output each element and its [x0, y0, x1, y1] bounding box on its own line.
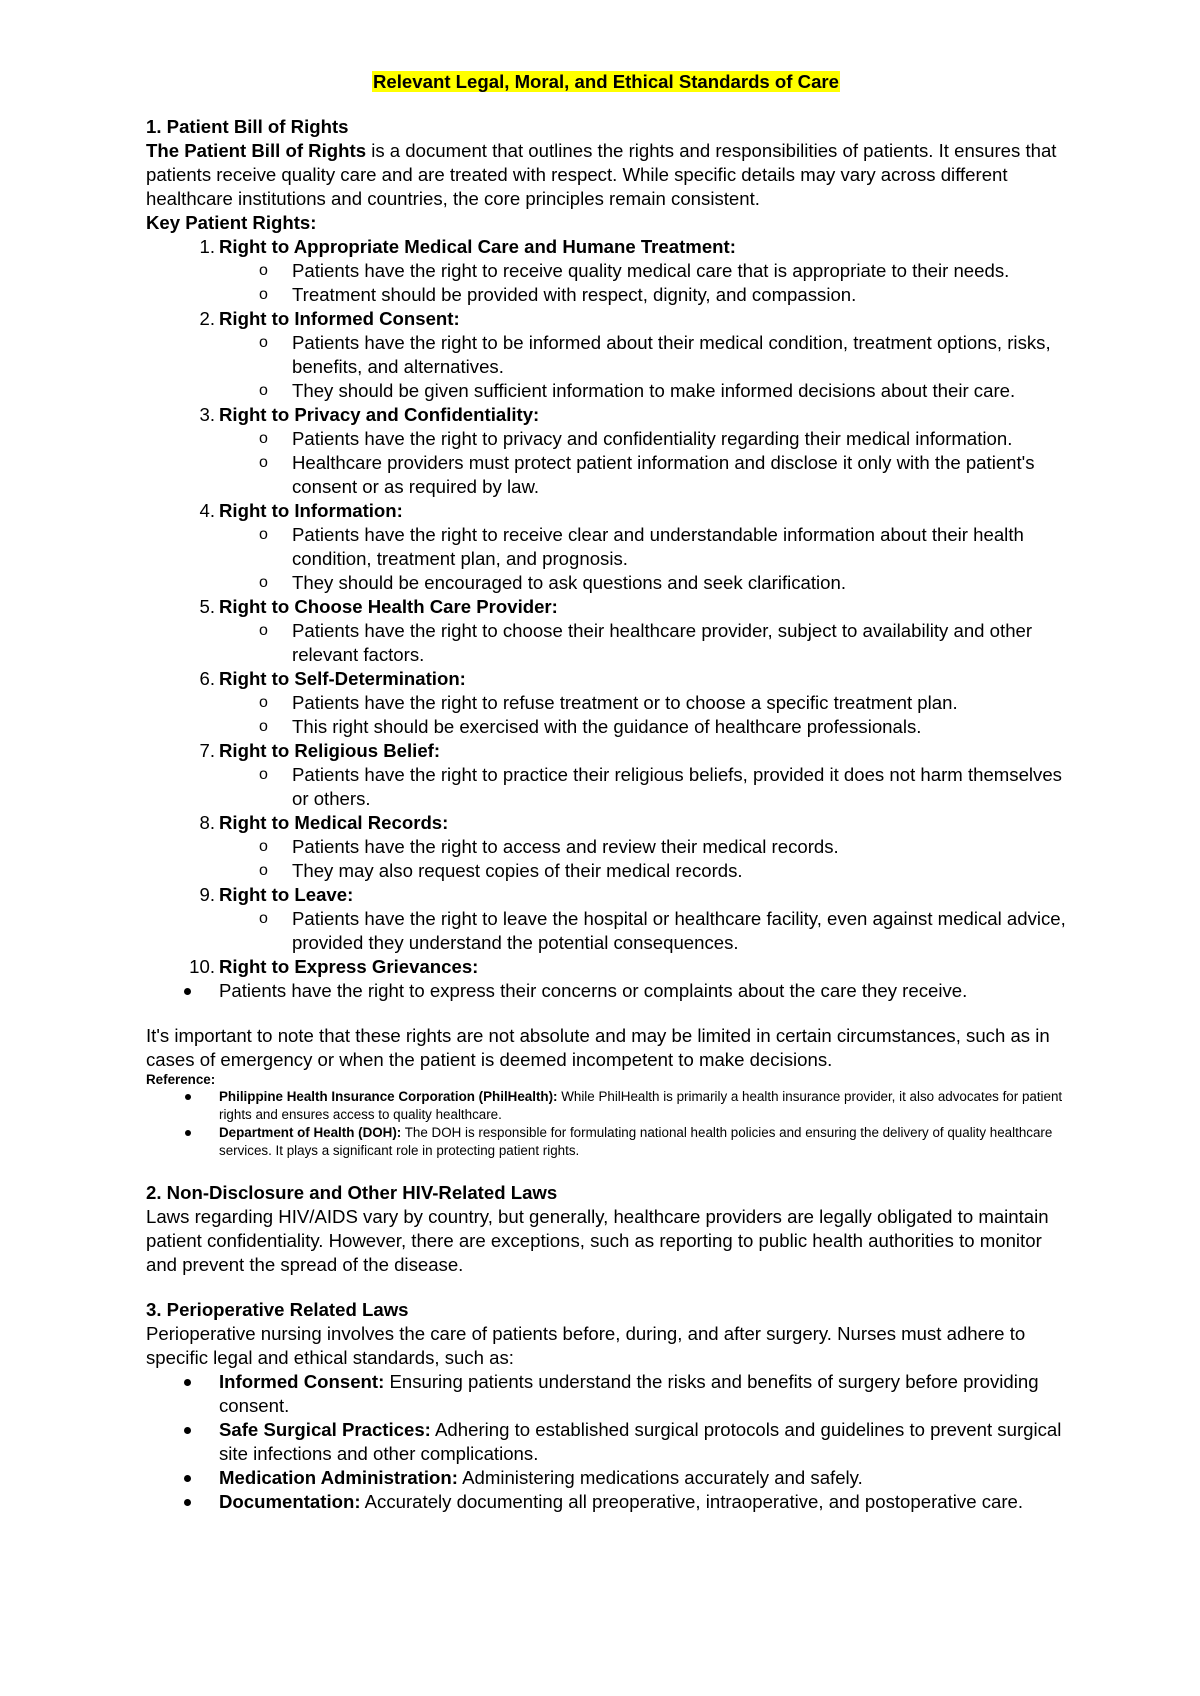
right-item: [146, 811, 1066, 883]
right-subpoint: [219, 619, 1066, 667]
right-subpoint-text: Patients have the right to choose their healthcare provider, subject to availability and other relevant factors.: [292, 620, 1033, 665]
perioperative-item: [146, 1370, 1066, 1418]
perioperative-item-label: Informed Consent:: [219, 1371, 385, 1392]
reference-text: While PhilHealth is primarily a health insurance provider, it also advocates for patient rights and ensures access to quality healthcare.: [219, 1089, 1063, 1122]
reference-label: Reference:: [146, 1072, 216, 1087]
sub-bullet-marker: o: [259, 910, 268, 927]
right-item: [146, 499, 1066, 595]
right-number: 6.: [199, 668, 215, 689]
reference-name: Philippine Health Insurance Corporation (PhilHealth):: [219, 1089, 558, 1104]
right-subpoints: [219, 523, 1066, 595]
references: [146, 1072, 1066, 1160]
right-subpoint-text: They should be given sufficient information to make informed decisions about their care.: [292, 380, 1016, 401]
right-item: [146, 235, 1066, 307]
right-item: [146, 667, 1066, 739]
right-title: Right to Choose Health Care Provider:: [219, 596, 558, 617]
right-subpoint-text: Patients have the right to privacy and confidentiality regarding their medical information.: [292, 428, 1013, 449]
perioperative-item: [146, 1418, 1066, 1466]
right-title: Right to Religious Belief:: [219, 740, 441, 761]
right-subpoint: [219, 427, 1066, 451]
right-subpoint: [219, 523, 1066, 571]
sub-bullet-marker: o: [259, 694, 268, 711]
bullet-dot: [185, 1130, 191, 1136]
right-title: Right to Express Grievances:: [219, 956, 479, 977]
sub-bullet-marker: o: [259, 574, 268, 591]
title-wrap: [146, 70, 1066, 94]
perioperative-item: [146, 1466, 1066, 1490]
section3-heading: 3. Perioperative Related Laws: [146, 1299, 409, 1320]
right-subpoint-text: They may also request copies of their medical records.: [292, 860, 743, 881]
right-subpoint: [219, 451, 1066, 499]
bullet-dot: [184, 1427, 191, 1434]
right-subpoint-text: Patients have the right to access and review their medical records.: [292, 836, 839, 857]
right-subpoints: [219, 427, 1066, 499]
perioperative-item-label: Documentation:: [219, 1491, 361, 1512]
right-title: Right to Medical Records:: [219, 812, 449, 833]
right-item: [146, 955, 1066, 979]
right-subpoint-text: Patients have the right to receive clear and understandable information about their health condition, treatment plan, and prognosis.: [292, 524, 1024, 569]
grievance-bullets: [146, 979, 1066, 1003]
spacer: [146, 1160, 1066, 1181]
bullet-dot: [185, 1094, 191, 1100]
sub-bullet-marker: o: [259, 838, 268, 855]
right-item: [146, 883, 1066, 955]
right-subpoint-text: Patients have the right to leave the hospital or healthcare facility, even against medical advice, provided they understand the potential consequences.: [292, 908, 1066, 953]
right-subpoint: [219, 379, 1066, 403]
right-number: 2.: [199, 308, 215, 329]
document-title: Relevant Legal, Moral, and Ethical Standards of Care: [373, 71, 839, 92]
right-subpoint-text: This right should be exercised with the guidance of healthcare professionals.: [292, 716, 922, 737]
bullet-dot: [184, 1499, 191, 1506]
right-item: [146, 403, 1066, 499]
right-subpoints: [219, 619, 1066, 667]
right-subpoint-text: Patients have the right to practice their religious beliefs, provided it does not harm themselves or others.: [292, 764, 1062, 809]
rights-note: It's important to note that these rights are not absolute and may be limited in certain circumstances, such as in cases of emergency or when the patient is deemed incompetent to make decisions.: [146, 1025, 1050, 1070]
right-subpoint: [219, 835, 1066, 859]
right-number: 9.: [199, 884, 215, 905]
right-subpoint: [219, 715, 1066, 739]
bullet-dot: [184, 1379, 191, 1386]
section3-body: Perioperative nursing involves the care of patients before, during, and after surgery. Nurses must adhere to specific legal and ethical standards, such as:: [146, 1323, 1026, 1368]
perioperative-list: [146, 1370, 1066, 1514]
right-number: 10.: [189, 956, 215, 977]
right-subpoints: [219, 331, 1066, 403]
right-subpoint: [219, 859, 1066, 883]
right-number: 8.: [199, 812, 215, 833]
section1-intro-bold: The Patient Bill of Rights: [146, 140, 367, 161]
reference-item: [146, 1124, 1066, 1160]
spacer: [146, 1277, 1066, 1298]
key-rights-label: Key Patient Rights:: [146, 212, 317, 233]
sub-bullet-marker: o: [259, 334, 268, 351]
right-number: 1.: [199, 236, 215, 257]
sub-bullet-marker: o: [259, 430, 268, 447]
right-subpoint: [219, 331, 1066, 379]
perioperative-item: [146, 1490, 1066, 1514]
perioperative-item-text: Ensuring patients understand the risks and benefits of surgery before providing consent.: [219, 1371, 1039, 1416]
right-subpoints: [219, 763, 1066, 811]
right-subpoint-text: Patients have the right to receive quality medical care that is appropriate to their needs.: [292, 260, 1010, 281]
right-title: Right to Information:: [219, 500, 403, 521]
right-subpoint-text: Healthcare providers must protect patient information and disclose it only with the patient's consent or as required by law.: [292, 452, 1035, 497]
bullet-dot: [184, 988, 191, 995]
right-subpoints: [219, 835, 1066, 883]
section1-intro: [146, 139, 1066, 211]
right-title: Right to Appropriate Medical Care and Humane Treatment:: [219, 236, 736, 257]
right-subpoint: [219, 571, 1066, 595]
sub-bullet-marker: o: [259, 622, 268, 639]
right-title: Right to Leave:: [219, 884, 354, 905]
grievance-bullet: [146, 979, 1066, 1003]
right-number: 5.: [199, 596, 215, 617]
right-subpoint: [219, 283, 1066, 307]
right-subpoints: [219, 259, 1066, 307]
sub-bullet-marker: o: [259, 862, 268, 879]
sub-bullet-marker: o: [259, 286, 268, 303]
right-subpoint-text: They should be encouraged to ask questions and seek clarification.: [292, 572, 847, 593]
sub-bullet-marker: o: [259, 526, 268, 543]
sub-bullet-marker: o: [259, 382, 268, 399]
right-item: [146, 739, 1066, 811]
reference-list: [146, 1088, 1066, 1160]
document-content: [146, 70, 1066, 1514]
perioperative-item-label: Safe Surgical Practices:: [219, 1419, 431, 1440]
right-subpoint: [219, 259, 1066, 283]
right-subpoint-text: Patients have the right to be informed about their medical condition, treatment options, risks, benefits, and alternatives.: [292, 332, 1051, 377]
right-title: Right to Privacy and Confidentiality:: [219, 404, 540, 425]
right-subpoints: [219, 907, 1066, 955]
spacer: [146, 1003, 1066, 1024]
perioperative-item-text: Administering medications accurately and safely.: [457, 1467, 863, 1488]
right-number: 7.: [199, 740, 215, 761]
section1-intro-rest: is a document that outlines the rights and responsibilities of patients. It ensures that patients receive quality care and are treated with respect. While specific details may vary across different healthcare institutions and countries, the core principles remain consistent.: [146, 140, 1057, 209]
rights-list: [146, 235, 1066, 979]
reference-item: [146, 1088, 1066, 1124]
right-item: [146, 595, 1066, 667]
section2-body: Laws regarding HIV/AIDS vary by country, but generally, healthcare providers are legally obligated to maintain patient confidentiality. However, there are exceptions, such as reporting to public health authorities to monitor and prevent the spread of the disease.: [146, 1206, 1049, 1275]
right-subpoint: [219, 763, 1066, 811]
right-number: 4.: [199, 500, 215, 521]
perioperative-item-label: Medication Administration:: [219, 1467, 458, 1488]
reference-text: The DOH is responsible for formulating national health policies and ensuring the delivery of quality healthcare services. It plays a significant role in protecting patient rights.: [219, 1125, 1053, 1158]
section1-heading: 1. Patient Bill of Rights: [146, 116, 349, 137]
grievance-bullet-text: Patients have the right to express their concerns or complaints about the care they receive.: [219, 980, 968, 1001]
sub-bullet-marker: o: [259, 766, 268, 783]
perioperative-item-text: Adhering to established surgical protocols and guidelines to prevent surgical site infections and other complications.: [219, 1419, 1062, 1464]
right-subpoint: [219, 907, 1066, 955]
right-subpoint: [219, 691, 1066, 715]
bullet-dot: [184, 1475, 191, 1482]
right-item: [146, 307, 1066, 403]
right-number: 3.: [199, 404, 215, 425]
right-subpoints: [219, 691, 1066, 739]
perioperative-item-text: Accurately documenting all preoperative, intraoperative, and postoperative care.: [360, 1491, 1024, 1512]
right-title: Right to Informed Consent:: [219, 308, 460, 329]
right-subpoint-text: Treatment should be provided with respect, dignity, and compassion.: [292, 284, 857, 305]
section2-heading: 2. Non-Disclosure and Other HIV-Related Laws: [146, 1182, 558, 1203]
right-title: Right to Self-Determination:: [219, 668, 466, 689]
right-subpoint-text: Patients have the right to refuse treatment or to choose a specific treatment plan.: [292, 692, 958, 713]
sub-bullet-marker: o: [259, 718, 268, 735]
sub-bullet-marker: o: [259, 262, 268, 279]
sub-bullet-marker: o: [259, 454, 268, 471]
reference-name: Department of Health (DOH):: [219, 1125, 402, 1140]
